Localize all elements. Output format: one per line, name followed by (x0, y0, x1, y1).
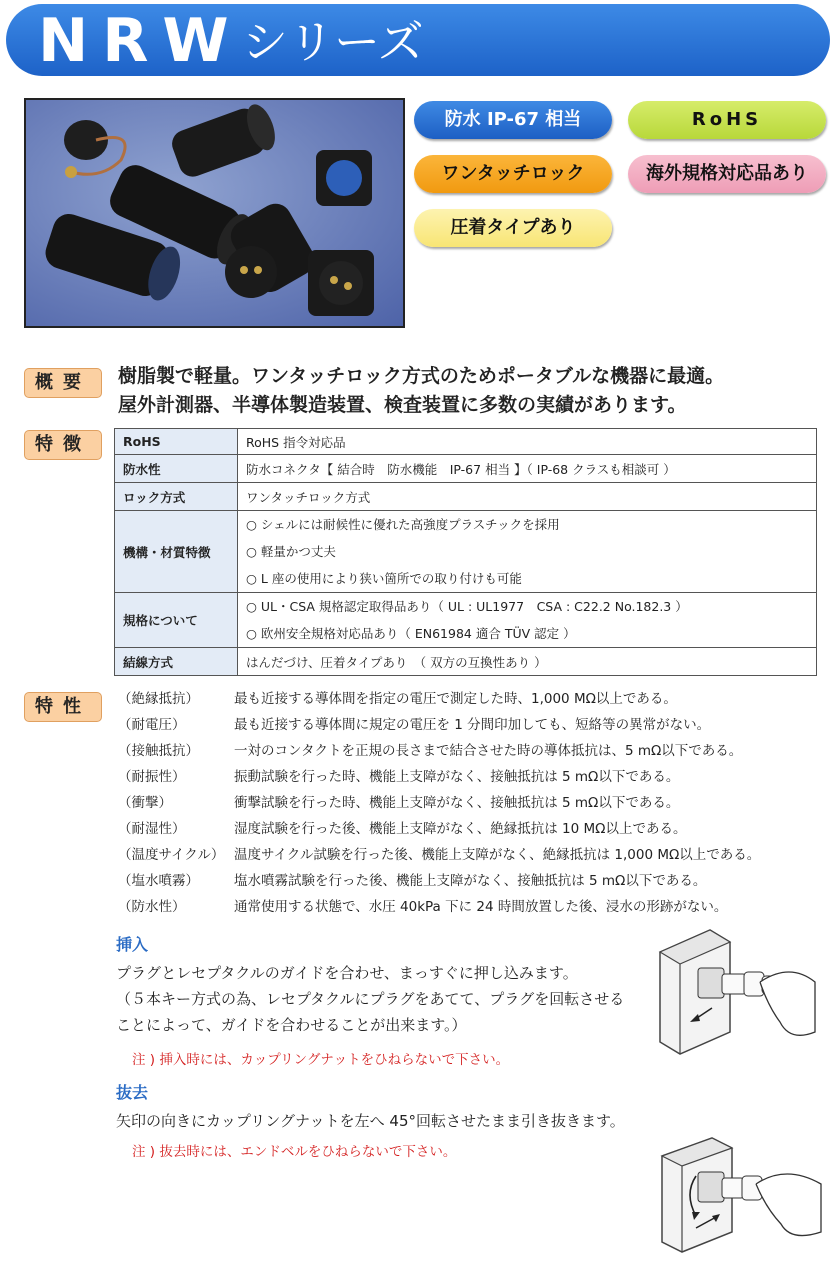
property-value: 温度サイクル試験を行った後、機能上支障がなく、絶縁抵抗は 1,000 MΩ以上である。 (234, 847, 761, 863)
property-value: 塩水噴霧試験を行った後、機能上支障がなく、接触抵抗は 5 mΩ以下である。 (234, 873, 707, 889)
feature-value (238, 511, 817, 593)
insertion-title: 挿入 (116, 935, 149, 954)
series-banner (6, 4, 830, 76)
feature-value: ワンタッチロック方式 (238, 483, 817, 511)
insertion-line-1: プラグとレセプタクルのガイドを合わせ、まっすぐに押し込みます。 (116, 964, 578, 982)
insertion-line-2: （５本キー方式の為、レセプタクルにプラグをあてて、プラグを回転させる (116, 990, 625, 1008)
insertion-line-3: ことによって、ガイドを合わせることが出来ます。） (116, 1016, 467, 1034)
removal-line-1: 矢印の向きにカップリングナットを左へ 45°回転させたまま引き抜きます。 (116, 1112, 625, 1130)
property-value: 最も近接する導体間を指定の電圧で測定した時、1,000 MΩ以上である。 (234, 691, 677, 707)
badge-waterproof: 防水 IP-67 相当 (414, 101, 612, 139)
property-key: （防水性） (118, 899, 186, 915)
property-value: 振動試験を行った時、機能上支障がなく、接触抵抗は 5 mΩ以下である。 (234, 769, 680, 785)
table-row (115, 511, 817, 593)
feature-value: RoHS 指令対応品 (238, 429, 817, 455)
removal-note: 注 ) 抜去時には、エンドベルをひねらないで下さい。 (132, 1144, 457, 1160)
connector-illustration (26, 100, 403, 326)
property-value: 通常使用する状態で、水圧 40kPa 下に 24 時間放置した後、浸水の形跡がない。 (234, 899, 728, 915)
property-value: 最も近接する導体間に規定の電圧を 1 分間印加しても、短絡等の異常がない。 (234, 717, 711, 733)
feature-key: 規格について (115, 593, 238, 648)
removal-illustration (656, 1132, 826, 1262)
feature-value (238, 593, 817, 648)
feature-sub-item: ○ 軽量かつ丈夫 (246, 544, 336, 559)
property-key: （接触抵抗） (118, 743, 199, 759)
property-value: 一対のコンタクトを正規の長さまで結合させた時の導体抵抗は、5 mΩ以下である。 (234, 743, 743, 759)
property-key: （耐湿性） (118, 821, 186, 837)
feature-key: ロック方式 (115, 483, 238, 511)
feature-sub-item: ○ L 座の使用により狭い箇所での取り付けも可能 (246, 571, 522, 586)
product-photo (24, 98, 405, 328)
feature-key: 結線方式 (115, 648, 238, 676)
features-table (114, 428, 817, 676)
table-row (115, 429, 817, 455)
insertion-illustration (650, 922, 820, 1082)
overview-label: 概要 (24, 368, 102, 398)
feature-sub-item: ○ 欧州安全規格対応品あり（ EN61984 適合 TÜV 認定 ） (246, 626, 576, 641)
feature-value: はんだづけ、圧着タイプあり （ 双方の互換性あり ） (238, 648, 817, 676)
feature-key: RoHS (115, 429, 238, 455)
series-name: NRW (38, 6, 243, 76)
table-row (115, 593, 817, 648)
property-key: （耐振性） (118, 769, 186, 785)
features-label: 特徴 (24, 430, 102, 460)
insertion-note: 注 ) 挿入時には、カップリングナットをひねらないで下さい。 (132, 1052, 510, 1068)
overview-line-2: 屋外計測器、半導体製造装置、検査装置に多数の実績があります。 (118, 394, 687, 416)
property-key: （塩水噴霧） (118, 873, 199, 889)
feature-value: 防水コネクタ【 結合時 防水機能 IP-67 相当 】（ IP-68 クラスも相談可 ） (238, 455, 817, 483)
badge-one-touch-lock: ワンタッチロック (414, 155, 612, 193)
series-suffix: シリーズ (242, 15, 424, 69)
property-key: （絶縁抵抗） (118, 691, 199, 707)
table-row (115, 455, 817, 483)
badge-crimp-type: 圧着タイプあり (414, 209, 612, 247)
property-value: 衝撃試験を行った時、機能上支障がなく、接触抵抗は 5 mΩ以下である。 (234, 795, 680, 811)
table-row (115, 483, 817, 511)
badge-rohs: RoHS (628, 101, 826, 139)
badge-overseas-standards: 海外規格対応品あり (628, 155, 826, 193)
property-key: （耐電圧） (118, 717, 186, 733)
feature-key: 機構・材質特徴 (115, 511, 238, 593)
table-row (115, 648, 817, 676)
property-value: 湿度試験を行った後、機能上支障がなく、絶縁抵抗は 10 MΩ以上である。 (234, 821, 687, 837)
overview-line-1: 樹脂製で軽量。ワンタッチロック方式のためポータブルな機器に最適。 (118, 365, 725, 387)
removal-title: 抜去 (116, 1083, 149, 1102)
feature-key: 防水性 (115, 455, 238, 483)
feature-sub-item: ○ シェルには耐候性に優れた高強度プラスチックを採用 (246, 517, 560, 532)
feature-sub-item: ○ UL・CSA 規格認定取得品あり（ UL : UL1977 CSA : C22.2 No.182.3 ） (246, 599, 688, 614)
property-key: （衝撃） (118, 795, 172, 811)
property-key: （温度サイクル） (118, 847, 225, 863)
properties-label: 特性 (24, 692, 102, 722)
